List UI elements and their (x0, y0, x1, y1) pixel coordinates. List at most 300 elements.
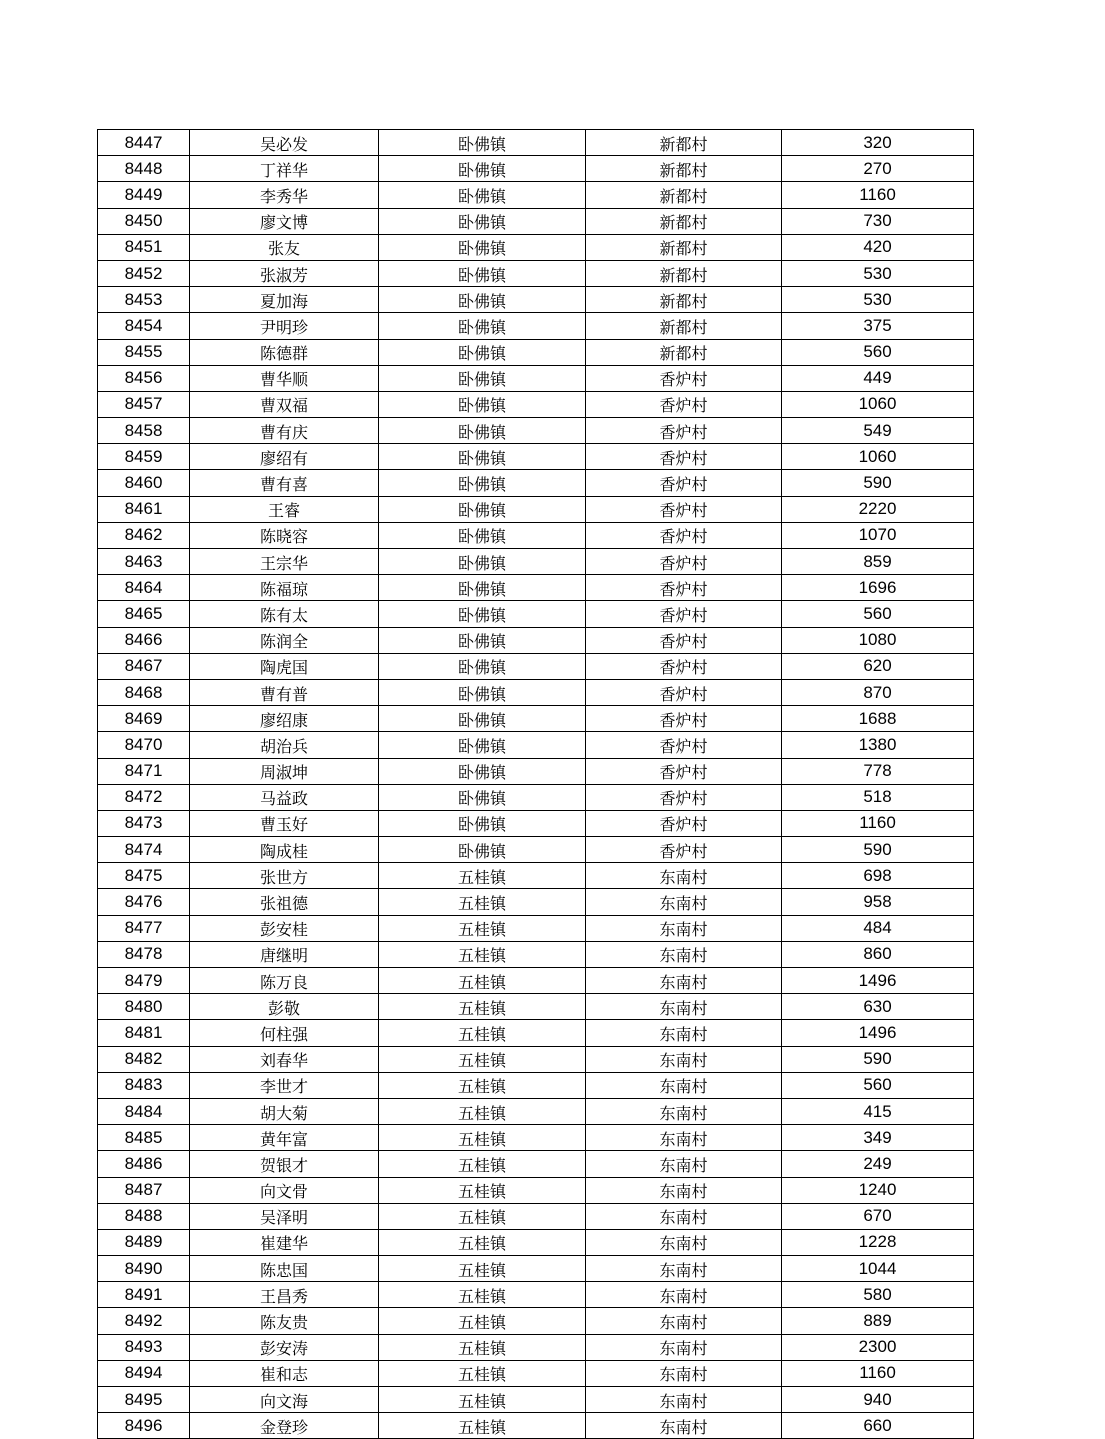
row-number-cell: 8489 (98, 1229, 190, 1255)
row-number-cell: 8466 (98, 627, 190, 653)
amount-cell: 249 (782, 1151, 974, 1177)
village-cell: 东南村 (586, 1098, 782, 1124)
row-number-cell: 8455 (98, 339, 190, 365)
town-cell: 卧佛镇 (379, 418, 586, 444)
name-cell: 李秀华 (190, 182, 379, 208)
amount-cell: 1496 (782, 968, 974, 994)
town-cell: 五桂镇 (379, 1177, 586, 1203)
amount-cell: 1228 (782, 1229, 974, 1255)
town-cell: 五桂镇 (379, 1387, 586, 1413)
name-cell: 崔建华 (190, 1229, 379, 1255)
name-cell: 王昌秀 (190, 1282, 379, 1308)
village-cell: 新都村 (586, 287, 782, 313)
village-cell: 香炉村 (586, 732, 782, 758)
village-cell: 香炉村 (586, 784, 782, 810)
row-number-cell: 8464 (98, 575, 190, 601)
town-cell: 五桂镇 (379, 968, 586, 994)
village-cell: 东南村 (586, 994, 782, 1020)
village-cell: 香炉村 (586, 522, 782, 548)
table-row (98, 1177, 974, 1203)
name-cell: 张友 (190, 234, 379, 260)
row-number-cell: 8481 (98, 1020, 190, 1046)
village-cell: 香炉村 (586, 810, 782, 836)
table-row (98, 863, 974, 889)
town-cell: 五桂镇 (379, 1256, 586, 1282)
village-cell: 东南村 (586, 1125, 782, 1151)
town-cell: 卧佛镇 (379, 575, 586, 601)
town-cell: 五桂镇 (379, 941, 586, 967)
village-cell: 香炉村 (586, 627, 782, 653)
row-number-cell: 8482 (98, 1046, 190, 1072)
village-cell: 香炉村 (586, 496, 782, 522)
row-number-cell: 8448 (98, 156, 190, 182)
amount-cell: 2300 (782, 1334, 974, 1360)
row-number-cell: 8456 (98, 365, 190, 391)
amount-cell: 590 (782, 470, 974, 496)
name-cell: 曹华顺 (190, 365, 379, 391)
town-cell: 卧佛镇 (379, 208, 586, 234)
table-row (98, 470, 974, 496)
row-number-cell: 8478 (98, 941, 190, 967)
village-cell: 东南村 (586, 1177, 782, 1203)
village-cell: 香炉村 (586, 758, 782, 784)
amount-cell: 320 (782, 130, 974, 156)
name-cell: 王睿 (190, 496, 379, 522)
table-row (98, 732, 974, 758)
row-number-cell: 8477 (98, 915, 190, 941)
village-cell: 香炉村 (586, 575, 782, 601)
name-cell: 曹有普 (190, 679, 379, 705)
row-number-cell: 8451 (98, 234, 190, 260)
amount-cell: 870 (782, 679, 974, 705)
amount-cell: 778 (782, 758, 974, 784)
name-cell: 张世方 (190, 863, 379, 889)
amount-cell: 549 (782, 418, 974, 444)
row-number-cell: 8490 (98, 1256, 190, 1282)
table-row (98, 889, 974, 915)
town-cell: 五桂镇 (379, 1046, 586, 1072)
table-row (98, 522, 974, 548)
amount-cell: 560 (782, 601, 974, 627)
table-body (98, 130, 974, 1439)
amount-cell: 1496 (782, 1020, 974, 1046)
name-cell: 丁祥华 (190, 156, 379, 182)
village-cell: 新都村 (586, 339, 782, 365)
town-cell: 五桂镇 (379, 1203, 586, 1229)
village-cell: 东南村 (586, 889, 782, 915)
row-number-cell: 8471 (98, 758, 190, 784)
town-cell: 卧佛镇 (379, 339, 586, 365)
table-row (98, 391, 974, 417)
name-cell: 向文骨 (190, 1177, 379, 1203)
name-cell: 陈忠国 (190, 1256, 379, 1282)
name-cell: 胡治兵 (190, 732, 379, 758)
row-number-cell: 8487 (98, 1177, 190, 1203)
name-cell: 张祖德 (190, 889, 379, 915)
table-row (98, 260, 974, 286)
table-row (98, 706, 974, 732)
amount-cell: 698 (782, 863, 974, 889)
village-cell: 香炉村 (586, 653, 782, 679)
table-row (98, 575, 974, 601)
table-row (98, 679, 974, 705)
town-cell: 五桂镇 (379, 1098, 586, 1124)
amount-cell: 889 (782, 1308, 974, 1334)
town-cell: 五桂镇 (379, 1151, 586, 1177)
village-cell: 香炉村 (586, 470, 782, 496)
village-cell: 新都村 (586, 313, 782, 339)
village-cell: 香炉村 (586, 444, 782, 470)
amount-cell: 375 (782, 313, 974, 339)
name-cell: 夏加海 (190, 287, 379, 313)
amount-cell: 449 (782, 365, 974, 391)
name-cell: 金登珍 (190, 1413, 379, 1439)
row-number-cell: 8488 (98, 1203, 190, 1229)
town-cell: 卧佛镇 (379, 522, 586, 548)
table-row (98, 994, 974, 1020)
table-row (98, 339, 974, 365)
amount-cell: 1688 (782, 706, 974, 732)
amount-cell: 590 (782, 837, 974, 863)
town-cell: 卧佛镇 (379, 706, 586, 732)
amount-cell: 590 (782, 1046, 974, 1072)
name-cell: 尹明珍 (190, 313, 379, 339)
name-cell: 陈友贵 (190, 1308, 379, 1334)
village-cell: 东南村 (586, 1256, 782, 1282)
town-cell: 五桂镇 (379, 1125, 586, 1151)
name-cell: 廖绍有 (190, 444, 379, 470)
row-number-cell: 8476 (98, 889, 190, 915)
town-cell: 五桂镇 (379, 1072, 586, 1098)
village-cell: 香炉村 (586, 549, 782, 575)
town-cell: 五桂镇 (379, 1360, 586, 1386)
town-cell: 五桂镇 (379, 863, 586, 889)
village-cell: 东南村 (586, 1203, 782, 1229)
amount-cell: 518 (782, 784, 974, 810)
village-cell: 香炉村 (586, 679, 782, 705)
amount-cell: 1070 (782, 522, 974, 548)
village-cell: 东南村 (586, 1151, 782, 1177)
town-cell: 卧佛镇 (379, 758, 586, 784)
table-row (98, 1413, 974, 1439)
name-cell: 陶虎国 (190, 653, 379, 679)
row-number-cell: 8495 (98, 1387, 190, 1413)
table-row (98, 1125, 974, 1151)
row-number-cell: 8475 (98, 863, 190, 889)
amount-cell: 560 (782, 339, 974, 365)
amount-cell: 1160 (782, 810, 974, 836)
name-cell: 彭敬 (190, 994, 379, 1020)
row-number-cell: 8452 (98, 260, 190, 286)
table-row (98, 444, 974, 470)
town-cell: 五桂镇 (379, 1282, 586, 1308)
row-number-cell: 8460 (98, 470, 190, 496)
row-number-cell: 8469 (98, 706, 190, 732)
village-cell: 东南村 (586, 1387, 782, 1413)
table-row (98, 1072, 974, 1098)
name-cell: 黄年富 (190, 1125, 379, 1151)
row-number-cell: 8461 (98, 496, 190, 522)
row-number-cell: 8449 (98, 182, 190, 208)
table-row (98, 287, 974, 313)
town-cell: 五桂镇 (379, 994, 586, 1020)
village-cell: 东南村 (586, 1360, 782, 1386)
town-cell: 卧佛镇 (379, 679, 586, 705)
amount-cell: 270 (782, 156, 974, 182)
table-row (98, 1334, 974, 1360)
table-row (98, 653, 974, 679)
name-cell: 吴必发 (190, 130, 379, 156)
table-row (98, 784, 974, 810)
town-cell: 卧佛镇 (379, 784, 586, 810)
table-row (98, 234, 974, 260)
row-number-cell: 8453 (98, 287, 190, 313)
name-cell: 马益政 (190, 784, 379, 810)
village-cell: 新都村 (586, 234, 782, 260)
name-cell: 何柱强 (190, 1020, 379, 1046)
village-cell: 香炉村 (586, 391, 782, 417)
table-row (98, 156, 974, 182)
village-cell: 香炉村 (586, 706, 782, 732)
row-number-cell: 8474 (98, 837, 190, 863)
table-row (98, 313, 974, 339)
town-cell: 卧佛镇 (379, 365, 586, 391)
row-number-cell: 8462 (98, 522, 190, 548)
amount-cell: 1160 (782, 1360, 974, 1386)
village-cell: 东南村 (586, 941, 782, 967)
amount-cell: 730 (782, 208, 974, 234)
name-cell: 陶成桂 (190, 837, 379, 863)
name-cell: 彭安桂 (190, 915, 379, 941)
name-cell: 曹双福 (190, 391, 379, 417)
village-cell: 新都村 (586, 208, 782, 234)
row-number-cell: 8483 (98, 1072, 190, 1098)
town-cell: 卧佛镇 (379, 732, 586, 758)
name-cell: 张淑芳 (190, 260, 379, 286)
village-cell: 东南村 (586, 863, 782, 889)
village-cell: 东南村 (586, 1282, 782, 1308)
table-row (98, 1151, 974, 1177)
name-cell: 陈德群 (190, 339, 379, 365)
village-cell: 东南村 (586, 968, 782, 994)
table-row (98, 1020, 974, 1046)
table-row (98, 1098, 974, 1124)
row-number-cell: 8494 (98, 1360, 190, 1386)
town-cell: 五桂镇 (379, 1308, 586, 1334)
village-cell: 东南村 (586, 1046, 782, 1072)
town-cell: 卧佛镇 (379, 601, 586, 627)
row-number-cell: 8459 (98, 444, 190, 470)
row-number-cell: 8447 (98, 130, 190, 156)
amount-cell: 530 (782, 287, 974, 313)
table-row (98, 1229, 974, 1255)
amount-cell: 1060 (782, 444, 974, 470)
name-cell: 陈有太 (190, 601, 379, 627)
name-cell: 曹有喜 (190, 470, 379, 496)
town-cell: 卧佛镇 (379, 496, 586, 522)
table-row (98, 915, 974, 941)
name-cell: 李世才 (190, 1072, 379, 1098)
table-row (98, 496, 974, 522)
table-row (98, 1256, 974, 1282)
table-row (98, 1360, 974, 1386)
table-row (98, 758, 974, 784)
name-cell: 陈润全 (190, 627, 379, 653)
table-row (98, 941, 974, 967)
town-cell: 五桂镇 (379, 1413, 586, 1439)
row-number-cell: 8472 (98, 784, 190, 810)
town-cell: 卧佛镇 (379, 837, 586, 863)
town-cell: 卧佛镇 (379, 470, 586, 496)
name-cell: 周淑坤 (190, 758, 379, 784)
town-cell: 卧佛镇 (379, 653, 586, 679)
town-cell: 卧佛镇 (379, 313, 586, 339)
town-cell: 卧佛镇 (379, 627, 586, 653)
amount-cell: 580 (782, 1282, 974, 1308)
amount-cell: 660 (782, 1413, 974, 1439)
town-cell: 卧佛镇 (379, 444, 586, 470)
table-row (98, 601, 974, 627)
village-cell: 香炉村 (586, 365, 782, 391)
amount-cell: 958 (782, 889, 974, 915)
row-number-cell: 8493 (98, 1334, 190, 1360)
name-cell: 廖文博 (190, 208, 379, 234)
town-cell: 卧佛镇 (379, 391, 586, 417)
town-cell: 五桂镇 (379, 889, 586, 915)
village-cell: 东南村 (586, 1229, 782, 1255)
village-cell: 香炉村 (586, 418, 782, 444)
table-row (98, 1046, 974, 1072)
village-cell: 新都村 (586, 182, 782, 208)
table-row (98, 182, 974, 208)
village-cell: 新都村 (586, 260, 782, 286)
row-number-cell: 8484 (98, 1098, 190, 1124)
row-number-cell: 8470 (98, 732, 190, 758)
town-cell: 卧佛镇 (379, 182, 586, 208)
row-number-cell: 8480 (98, 994, 190, 1020)
town-cell: 卧佛镇 (379, 130, 586, 156)
table-row (98, 810, 974, 836)
name-cell: 彭安涛 (190, 1334, 379, 1360)
row-number-cell: 8496 (98, 1413, 190, 1439)
amount-cell: 1160 (782, 182, 974, 208)
row-number-cell: 8492 (98, 1308, 190, 1334)
amount-cell: 1060 (782, 391, 974, 417)
village-cell: 东南村 (586, 915, 782, 941)
name-cell: 陈万良 (190, 968, 379, 994)
amount-cell: 859 (782, 549, 974, 575)
amount-cell: 560 (782, 1072, 974, 1098)
row-number-cell: 8479 (98, 968, 190, 994)
data-table (97, 129, 974, 1439)
table-row (98, 130, 974, 156)
name-cell: 贺银才 (190, 1151, 379, 1177)
table-row (98, 1308, 974, 1334)
amount-cell: 630 (782, 994, 974, 1020)
name-cell: 崔和志 (190, 1360, 379, 1386)
name-cell: 曹有庆 (190, 418, 379, 444)
village-cell: 东南村 (586, 1334, 782, 1360)
amount-cell: 1380 (782, 732, 974, 758)
table-row (98, 365, 974, 391)
town-cell: 五桂镇 (379, 915, 586, 941)
table-row (98, 1282, 974, 1308)
row-number-cell: 8454 (98, 313, 190, 339)
row-number-cell: 8468 (98, 679, 190, 705)
table-row (98, 549, 974, 575)
row-number-cell: 8491 (98, 1282, 190, 1308)
amount-cell: 620 (782, 653, 974, 679)
row-number-cell: 8465 (98, 601, 190, 627)
village-cell: 东南村 (586, 1308, 782, 1334)
amount-cell: 420 (782, 234, 974, 260)
town-cell: 卧佛镇 (379, 549, 586, 575)
village-cell: 新都村 (586, 130, 782, 156)
table-row (98, 1203, 974, 1229)
name-cell: 王宗华 (190, 549, 379, 575)
name-cell: 曹玉好 (190, 810, 379, 836)
town-cell: 卧佛镇 (379, 156, 586, 182)
amount-cell: 484 (782, 915, 974, 941)
village-cell: 东南村 (586, 1072, 782, 1098)
amount-cell: 670 (782, 1203, 974, 1229)
town-cell: 卧佛镇 (379, 810, 586, 836)
row-number-cell: 8458 (98, 418, 190, 444)
name-cell: 胡大菊 (190, 1098, 379, 1124)
row-number-cell: 8450 (98, 208, 190, 234)
name-cell: 吴泽明 (190, 1203, 379, 1229)
name-cell: 陈晓容 (190, 522, 379, 548)
village-cell: 新都村 (586, 156, 782, 182)
town-cell: 卧佛镇 (379, 234, 586, 260)
table-row (98, 837, 974, 863)
amount-cell: 1240 (782, 1177, 974, 1203)
row-number-cell: 8485 (98, 1125, 190, 1151)
amount-cell: 860 (782, 941, 974, 967)
village-cell: 香炉村 (586, 601, 782, 627)
town-cell: 卧佛镇 (379, 260, 586, 286)
amount-cell: 530 (782, 260, 974, 286)
amount-cell: 2220 (782, 496, 974, 522)
name-cell: 向文海 (190, 1387, 379, 1413)
amount-cell: 415 (782, 1098, 974, 1124)
town-cell: 卧佛镇 (379, 287, 586, 313)
table-row (98, 1387, 974, 1413)
amount-cell: 940 (782, 1387, 974, 1413)
town-cell: 五桂镇 (379, 1020, 586, 1046)
table-row (98, 418, 974, 444)
amount-cell: 349 (782, 1125, 974, 1151)
name-cell: 唐继明 (190, 941, 379, 967)
town-cell: 五桂镇 (379, 1334, 586, 1360)
table-row (98, 627, 974, 653)
amount-cell: 1044 (782, 1256, 974, 1282)
name-cell: 陈福琼 (190, 575, 379, 601)
row-number-cell: 8457 (98, 391, 190, 417)
row-number-cell: 8486 (98, 1151, 190, 1177)
name-cell: 廖绍康 (190, 706, 379, 732)
table-row (98, 968, 974, 994)
name-cell: 刘春华 (190, 1046, 379, 1072)
amount-cell: 1080 (782, 627, 974, 653)
row-number-cell: 8473 (98, 810, 190, 836)
village-cell: 东南村 (586, 1413, 782, 1439)
amount-cell: 1696 (782, 575, 974, 601)
town-cell: 五桂镇 (379, 1229, 586, 1255)
table-row (98, 208, 974, 234)
village-cell: 香炉村 (586, 837, 782, 863)
row-number-cell: 8467 (98, 653, 190, 679)
